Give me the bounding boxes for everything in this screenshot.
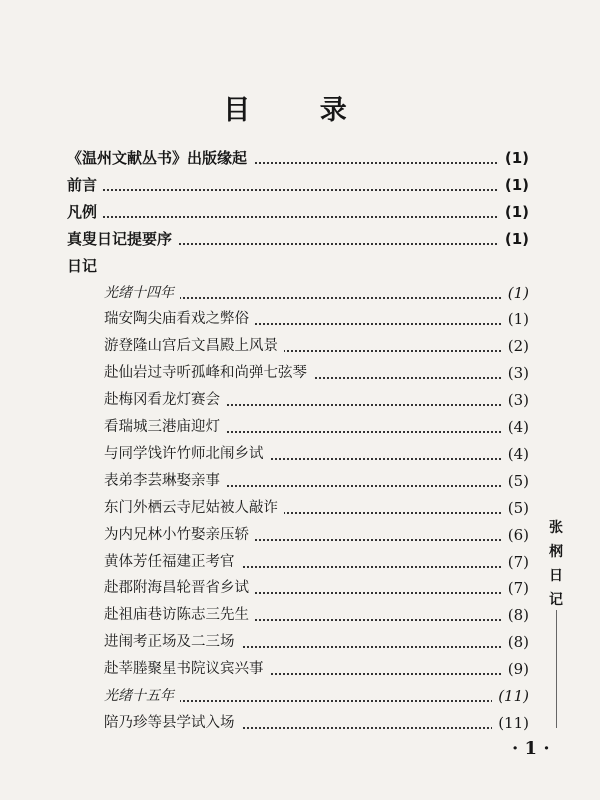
toc-row[interactable] xyxy=(104,469,529,493)
toc-title: 瑞安陶尖庙看戏之弊俗 xyxy=(104,307,255,331)
toc-title: 真叟日记提要序 xyxy=(67,227,178,251)
toc-title: 与同学饯许竹师北闱乡试 xyxy=(104,442,270,466)
toc-page: (4) xyxy=(502,415,529,439)
toc-row[interactable] xyxy=(104,657,529,681)
toc-title: 光绪十四年 xyxy=(104,281,180,305)
toc-page: (5) xyxy=(502,469,529,493)
toc-page: (6) xyxy=(502,523,529,547)
toc-title: 赴郡附海昌轮晋省乡试 xyxy=(104,576,255,600)
toc-page: (8) xyxy=(502,630,529,654)
toc-title: 陪乃珍等县学试入场 xyxy=(104,711,241,735)
toc-row[interactable] xyxy=(104,281,529,305)
toc-page: (1) xyxy=(499,173,529,197)
side-running-title xyxy=(546,516,566,612)
toc-leader-dots xyxy=(67,216,529,218)
toc-title: 为内兄林小竹娶亲压轿 xyxy=(104,523,255,547)
toc-title: 黄体芳任福建正考官 xyxy=(104,550,241,574)
toc-page: (1) xyxy=(502,307,529,331)
side-title-char: 张 xyxy=(549,520,563,536)
toc-page: (5) xyxy=(502,496,529,520)
side-title-char: 记 xyxy=(549,592,563,608)
toc-row[interactable] xyxy=(104,603,529,627)
side-rule xyxy=(556,610,557,728)
toc-title: 游登隆山宫后文昌殿上风景 xyxy=(104,334,284,358)
toc-title: 日记 xyxy=(67,254,103,278)
toc-page: (2) xyxy=(502,334,529,358)
side-title-char: 日 xyxy=(549,568,563,584)
toc-row[interactable] xyxy=(67,146,529,170)
toc-row[interactable] xyxy=(104,550,529,574)
toc-page: (1) xyxy=(499,146,529,170)
toc-page: (7) xyxy=(502,576,529,600)
toc-title: 前言 xyxy=(67,173,103,197)
toc-page: (1) xyxy=(499,227,529,251)
toc-row[interactable] xyxy=(67,227,529,251)
toc-row[interactable] xyxy=(104,442,529,466)
toc-title: 赴仙岩过寺听孤峰和尚弹七弦琴 xyxy=(104,361,313,385)
toc-row[interactable] xyxy=(67,173,529,197)
toc-title: 赴莘塍聚星书院议宾兴事 xyxy=(104,657,270,681)
toc-row[interactable] xyxy=(104,576,529,600)
toc-title: 光绪十五年 xyxy=(104,684,180,708)
page-title: 目 录 xyxy=(223,95,377,126)
toc-title: 赴祖庙巷访陈志三先生 xyxy=(104,603,255,627)
toc-page: (1) xyxy=(499,200,529,224)
toc-row[interactable] xyxy=(104,523,529,547)
toc-row[interactable] xyxy=(104,496,529,520)
toc-row[interactable] xyxy=(104,684,529,708)
toc-title: 东门外栖云寺尼姑被人敲诈 xyxy=(104,496,284,520)
toc-row[interactable] xyxy=(104,334,529,358)
toc-row[interactable] xyxy=(67,200,529,224)
toc-page: (9) xyxy=(502,657,529,681)
toc-row[interactable] xyxy=(104,415,529,439)
toc-row[interactable] xyxy=(104,307,529,331)
toc-title: 表弟李芸琳娶亲事 xyxy=(104,469,226,493)
toc-leader-dots xyxy=(67,189,529,191)
toc-page: (11) xyxy=(492,684,529,708)
toc-page: (8) xyxy=(502,603,529,627)
toc-page: (7) xyxy=(502,550,529,574)
toc-title: 赴梅冈看龙灯赛会 xyxy=(104,388,226,412)
toc-title: 进闱考正场及二三场 xyxy=(104,630,241,654)
toc-page: (3) xyxy=(502,388,529,412)
toc-title: 《温州文献丛书》出版缘起 xyxy=(67,146,253,170)
toc-row[interactable] xyxy=(104,361,529,385)
toc-row[interactable] xyxy=(67,254,529,278)
toc-page: (4) xyxy=(502,442,529,466)
toc-row[interactable] xyxy=(104,711,529,735)
toc-title: 看瑞城三港庙迎灯 xyxy=(104,415,226,439)
toc-title: 凡例 xyxy=(67,200,103,224)
toc-row[interactable] xyxy=(104,388,529,412)
toc-page: (1) xyxy=(502,281,529,305)
toc-page: (11) xyxy=(492,711,529,735)
toc-page: (3) xyxy=(502,361,529,385)
side-title-char: 㭎 xyxy=(549,544,563,560)
toc-row[interactable] xyxy=(104,630,529,654)
page-number: · 1 · xyxy=(512,738,550,759)
